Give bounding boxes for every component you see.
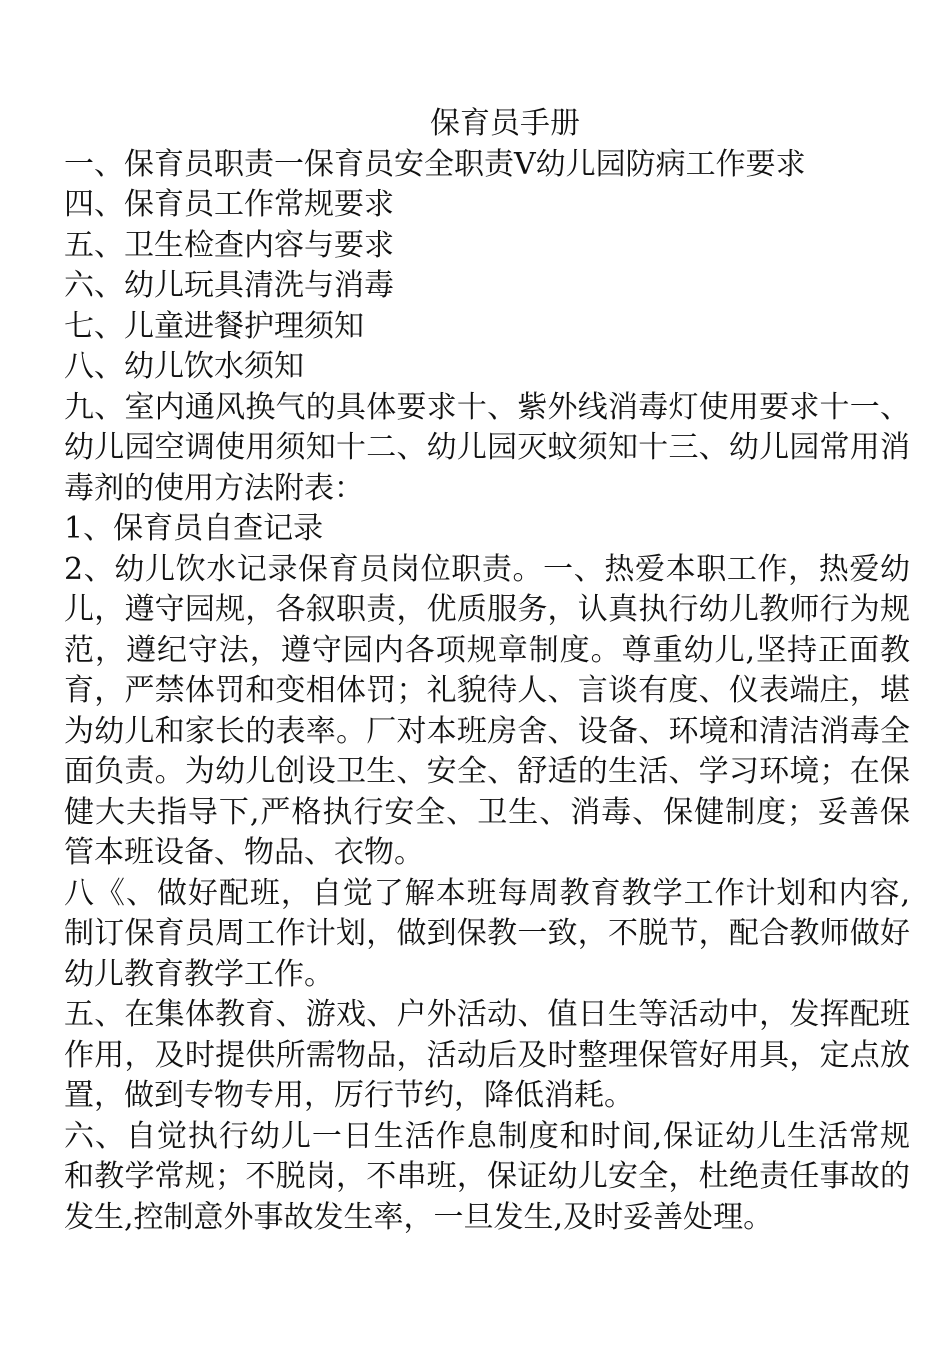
toc-line-6: 八、幼儿饮水须知 <box>64 349 304 384</box>
toc-line-3: 五、卫生检查内容与要求 <box>64 227 394 263</box>
paragraph-4: 六、自觉执行幼儿一日生活作息制度和时间,保证幼儿生活常规和教学常规；不脱岗，不串班，保证幼儿安全，杜绝责任事故的发生,控制意外事故发生率，一旦发生,及时妥善处理。 <box>64 1118 910 1235</box>
toc-line-8: 1、保育员自查记录 <box>64 511 324 546</box>
toc-line-2: 四、保育员工作常规要求 <box>64 187 394 222</box>
paragraph-3: 五、在集体教育、游戏、户外活动、值日生等活动中，发挥配班作用，及时提供所需物品，活动后及时整理保管好用具，定点放置，做到专物专用，厉行节约，降低消耗。 <box>64 997 910 1113</box>
toc-line-4: 六、幼儿玩具清洗与消毒 <box>64 268 394 303</box>
document-title: 保育员手册 <box>430 106 580 141</box>
toc-line-1: 一、保育员职责一保育员安全职责Ⅴ幼儿园防病工作要求 <box>64 146 806 182</box>
document-page <box>64 104 910 1238</box>
toc-line-7: 九、室内通风换气的具体要求十、紫外线消毒灯使用要求十一、幼儿园空调使用须知十二、幼儿园灭蚊须知十三、幼儿园常用消毒剂的使用方法附表： <box>64 389 910 506</box>
paragraph-1: 2、幼儿饮水记录保育员岗位职责。一、热爱本职工作，热爱幼儿，遵守园规，各叙职责，优质服务，认真执行幼儿教师行为规范，遵纪守法，遵守园内各项规章制度。尊重幼儿,坚持正面教育，严禁体罚和变相体罚；礼貌待人、言谈有度、仪表端庄，堪为幼儿和家长的表率。厂对本班房舍、设备、环境和清洁消毒全面负责。为幼儿创设卫生、安全、舒适的生活、学习环境；在保健大夫指导下,严格执行安全、卫生、消毒、保健制度；妥善保管本班设备、物品、衣物。 <box>64 551 910 870</box>
paragraph-2: 八《、做好配班，自觉了解本班每周教育教学工作计划和内容,制订保育员周工作计划，做到保教一致，不脱节，配合教师做好幼儿教育教学工作。 <box>64 875 910 992</box>
toc-line-5: 七、儿童进餐护理须知 <box>64 308 364 344</box>
